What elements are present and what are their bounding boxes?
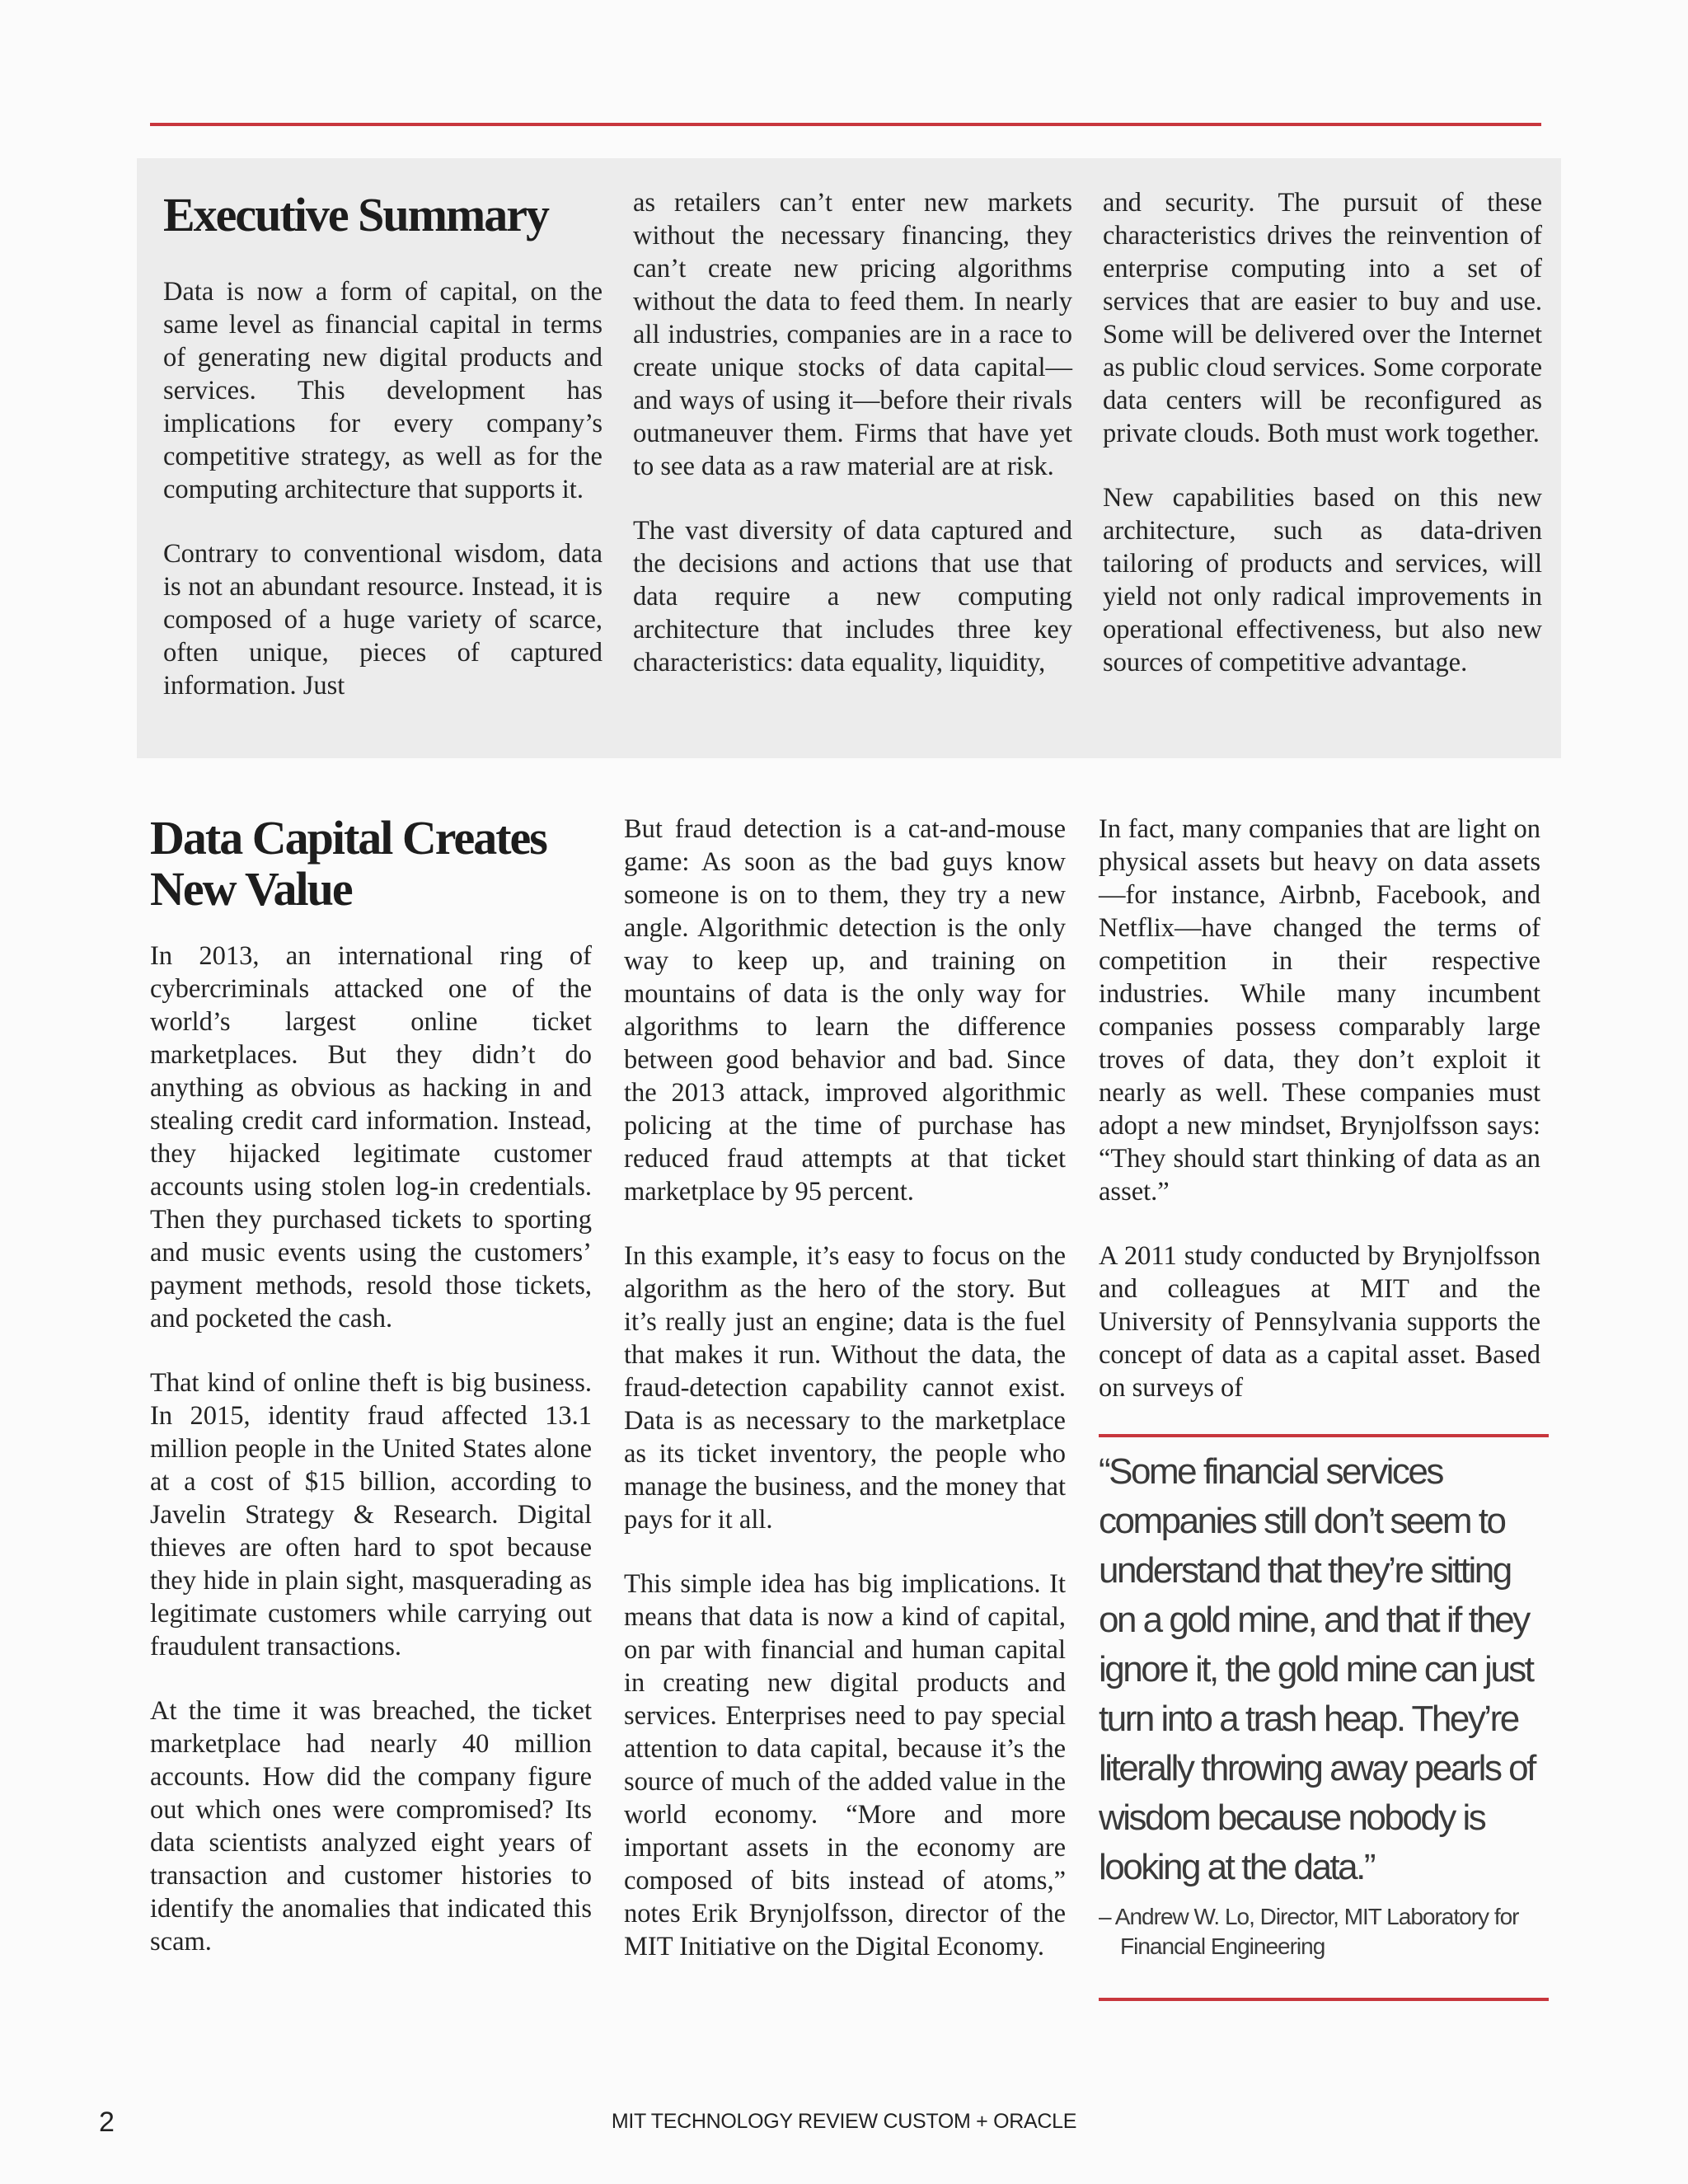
paragraph: In this example, it’s easy to focus on the algorithm as the hero of the story. But it’s really just an engine; data is the fuel that makes it run. Without the data, the fraud-detection capability cannot exist. Data is as necessary to the marketplace as its ticket inventory, the people who manage the business, and the money that pays for it all.: [624, 1241, 1066, 1535]
pull-quote: [1099, 1447, 1544, 1961]
paragraph: Contrary to conventional wisdom, data is not an abundant resource. Instead, it is composed of a huge variety of scarce, often unique, pieces of captured information. Just: [163, 539, 603, 701]
paragraph: In 2013, an international ring of cybercriminals attacked one of the world’s largest online ticket marketplaces. But they didn’t do anything as obvious as hacking in and stealing credit card information. Instead, they hijacked legitimate customer accounts using stolen log-in credentials. Then they purchased tickets to sporting and music events using the customers’ payment methods, resold those tickets, and pocketed the cash.: [150, 941, 592, 1333]
paragraph: A 2011 study conducted by Brynjolfsson and colleagues at MIT and the University of Pennsylvania supports the concept of data as a capital asset. Based on surveys of: [1099, 1241, 1540, 1403]
pull-quote-bottom-rule: [1099, 1998, 1549, 2001]
article-title: Data Capital Creates New Value: [150, 811, 546, 916]
paragraph: New capabilities based on this new architecture, such as data-driven tailoring of products and services, will yield not only radical improvements in operational effectiveness, but also new sources of competitive advantage.: [1103, 483, 1542, 677]
article-column-3: [1099, 813, 1540, 1404]
article-column-2: [624, 813, 1066, 1963]
paragraph: That kind of online theft is big business. In 2015, identity fraud affected 13.1 million people in the United States alone at a cost of $15 billion, according to Javelin Strategy & Research. Digital thieves are often hard to spot because they hide in plain sight, masquerading as legitimate customers while carrying out fraudulent transactions.: [150, 1368, 592, 1661]
paragraph: At the time it was breached, the ticket marketplace had nearly 40 million accounts. How did the company figure out which ones were compromised? Its data scientists analyzed eight years of transaction and customer histories to identify the anomalies that indicated this scam.: [150, 1696, 592, 1957]
executive-summary-column-2: [633, 186, 1072, 679]
paragraph: Data is now a form of capital, on the same level as financial capital in terms of generating new digital products and services. This development has implications for every company’s competitive strategy, as well as for the computing architecture that supports it.: [163, 277, 603, 504]
paragraph: and security. The pursuit of these characteristics drives the reinvention of enterprise computing into a set of services that are easier to buy and use. Some will be delivered over the Internet as public cloud services. Some corporate data centers will be reconfigured as private clouds. Both must work together.: [1103, 188, 1542, 448]
executive-summary-column-3: [1103, 186, 1542, 679]
top-divider-rule: [150, 123, 1541, 126]
paragraph: The vast diversity of data captured and the decisions and actions that use that data require a new computing architecture that includes three key characteristics: data equality, liquidity,: [633, 516, 1072, 677]
pull-quote-text: “Some financial services companies still don’t seem to understand that they’re sitting on a gold mine, and that if they ignore it, the gold mine can just turn into a trash heap. They’re literally throwing away pearls of wisdom because nobody is looking at the data.”: [1099, 1451, 1535, 1887]
executive-summary-title: Executive Summary: [163, 188, 548, 241]
paragraph: as retailers can’t enter new markets without the necessary financing, they can’t create new pricing algorithms without the data to feed them. In nearly all industries, companies are in a race to create unique stocks of data capital—and ways of using it—before their rivals outmaneuver them. Firms that have yet to see data as a raw material are at risk.: [633, 188, 1072, 481]
executive-summary-column-1: [163, 186, 603, 702]
paragraph: This simple idea has big implications. It means that data is now a kind of capital, on par with financial and human capital in creating new digital products and services. Enterprises need to pay special attention to data capital, because it’s the source of much of the added value in the world economy. “More and more important assets in the economy are composed of bits instead of atoms,” notes Erik Brynjolfsson, director of the MIT Initiative on the Digital Economy.: [624, 1569, 1066, 1961]
article-column-1: [150, 813, 592, 1958]
paragraph: But fraud detection is a cat-and-mouse game: As soon as the bad guys know someone is on to them, they try a new angle. Algorithmic detection is the only way to keep up, and training on mountains of data is the only way for algorithms to learn the difference between good behavior and bad. Since the 2013 attack, improved algorithmic policing at the time of purchase has reduced fraud attempts at that ticket marketplace by 95 percent.: [624, 814, 1066, 1207]
footer-credit: MIT TECHNOLOGY REVIEW CUSTOM + ORACLE: [611, 2110, 1077, 2133]
pull-quote-top-rule: [1099, 1434, 1549, 1437]
paragraph: In fact, many companies that are light on physical assets but heavy on data assets—for instance, Airbnb, Facebook, and Netflix—have changed the terms of competition in their respective industries. While many incumbent companies possess comparably large troves of data, they don’t exploit it nearly as well. These companies must adopt a new mindset, Brynjolfsson says: “They should start thinking of data as an asset.”: [1099, 814, 1540, 1207]
pull-quote-attribution: – Andrew W. Lo, Director, MIT Laboratory for Financial Engineering: [1099, 1904, 1519, 1959]
page-number: 2: [99, 2107, 115, 2138]
